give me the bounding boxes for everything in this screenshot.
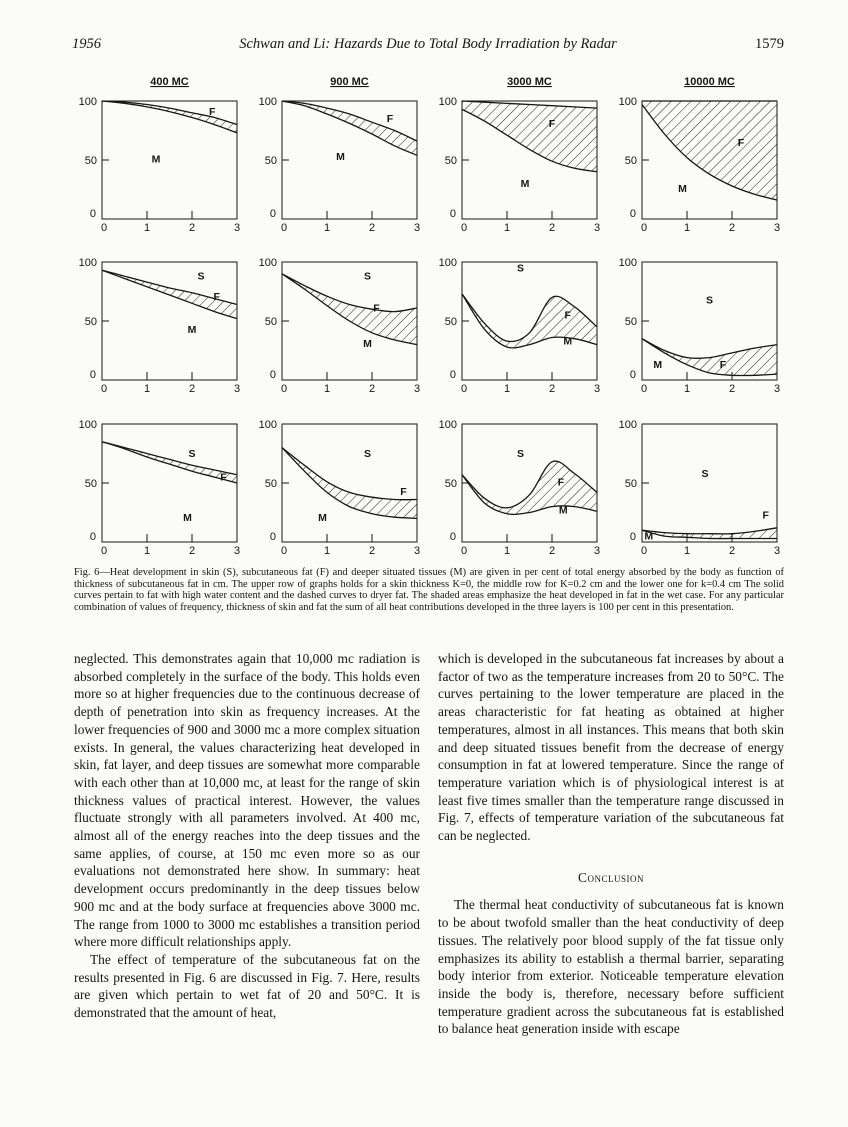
- y-tick-label: 100: [438, 257, 457, 269]
- x-tick-label: 3: [413, 222, 421, 234]
- fat-region: [642, 101, 777, 200]
- x-tick-label: 0: [460, 222, 468, 234]
- region-label: F: [548, 117, 556, 130]
- x-tick-label: 3: [773, 545, 781, 557]
- region-label: S: [363, 448, 372, 461]
- x-tick-label: 0: [460, 545, 468, 557]
- x-tick-label: 1: [503, 222, 511, 234]
- region-label: S: [363, 270, 372, 283]
- x-tick-label: 3: [593, 222, 601, 234]
- upper-curve: [282, 448, 417, 500]
- paragraph: which is developed in the subcutaneous fat increases by about a factor of two as the temperature increases from 20 to 50°C. The curves pertaining to the lower temperature are placed in the areas characteristic for fat heating as obtained at higher temperatures, almost in all instances. This means that both skin and deep situated tissues benefit from the decrease of energy consumption in fat at lowered temperature. Since the range of temperature variation which is of physiological interest is at least five times smaller than the temperature range discussed in Fig. 7, effects of temperature variation of the subcutaneous fat can be neglected.: [438, 651, 784, 844]
- x-tick-label: 2: [728, 383, 736, 395]
- y-tick-label: 50: [624, 155, 637, 167]
- y-tick-label: 0: [269, 531, 276, 543]
- y-tick-label: 100: [78, 96, 97, 108]
- region-label: S: [516, 262, 525, 275]
- y-tick-label: 0: [269, 369, 276, 381]
- region-label: S: [516, 448, 525, 461]
- region-label: F: [209, 106, 216, 119]
- x-tick-label: 2: [728, 545, 736, 557]
- paragraph: The thermal heat conductivity of subcutaneous fat is known to be about twofold smaller than the heat conductivity of deep tissues. The relatively poor blood supply of the fat tissue only emphasizes its ability to establish a thermal barrier, separating body interior from exterior. Noticeable temperature elevation inside the body is, therefore, necessary before sufficient temperature gradient across the subcutaneous fat is established to balance heat generation inside with escape: [438, 897, 784, 1037]
- y-tick-label: 100: [438, 96, 457, 108]
- lower-curve: [282, 101, 417, 155]
- plot-frame: [102, 262, 237, 380]
- y-tick-label: 100: [618, 96, 637, 108]
- x-tick-label: 1: [323, 383, 331, 395]
- y-tick-label: 50: [264, 478, 277, 490]
- x-tick-label: 2: [368, 383, 376, 395]
- x-tick-label: 2: [548, 545, 556, 557]
- x-tick-label: 1: [683, 545, 691, 557]
- x-tick-label: 1: [143, 383, 151, 395]
- figure-6: [0, 60, 848, 565]
- region-label: M: [151, 153, 161, 166]
- section-heading: Conclusion: [578, 869, 644, 885]
- chart-panel: [619, 257, 780, 395]
- region-label: F: [762, 509, 769, 522]
- region-label: F: [719, 359, 727, 372]
- paragraph: neglected. This demonstrates again that 10,000 mc radiation is absorbed completely in the surface of the body. This holds even more so at higher frequencies due to the continuous decrease of depth of penetration into skin as frequency increases. At the lower frequencies of 900 and 3000 mc a more complex situation exists. In general, the values characterizing heat developed in skin, fat layer, and deep tissues are somewhat more comparable with each other than at 10,000 mc, at least for the range of skin thickness values of practical interest. However, the values fluctuate strongly with all parameters involved. At 400 mc, almost all of the energy reaches into the deep tissues and the same applies, of course, at 150 mc even more so as our evaluations not demonstrated here show. In summary: heat development occurs predominantly in the deep tissues below 900 mc and at the body surface at frequencies above 3000 mc. The range from 1000 to 3000 mc establishes a transition period where more difficult relationships apply.: [74, 651, 420, 950]
- y-tick-label: 100: [258, 257, 277, 269]
- y-tick-label: 100: [78, 419, 97, 431]
- y-tick-label: 50: [444, 478, 457, 490]
- chart-panel: [259, 257, 420, 395]
- x-tick-label: 1: [683, 383, 691, 395]
- x-tick-label: 0: [640, 545, 648, 557]
- y-tick-label: 50: [444, 155, 457, 167]
- paragraph: The effect of temperature of the subcutaneous fat on the results presented in Fig. 6 are discussed in Fig. 7. Here, results are given which pertain to wet fat of 20 and 50°C. It is demonstrated that the amount of heat,: [74, 951, 420, 1021]
- y-tick-label: 0: [629, 369, 636, 381]
- region-label: F: [386, 113, 394, 126]
- header-year: 1956: [72, 36, 101, 52]
- x-tick-label: 3: [593, 383, 601, 395]
- x-tick-label: 0: [640, 383, 648, 395]
- y-tick-label: 100: [618, 419, 637, 431]
- plot-frame: [102, 424, 237, 542]
- y-tick-label: 100: [258, 96, 277, 108]
- chart-panel: [439, 419, 600, 557]
- chart-panel: [79, 96, 240, 234]
- region-label: M: [318, 511, 327, 524]
- region-label: F: [220, 471, 227, 484]
- running-header: [72, 36, 784, 56]
- x-tick-label: 0: [280, 545, 288, 557]
- x-tick-label: 2: [188, 222, 196, 234]
- y-tick-label: 50: [84, 155, 97, 167]
- x-tick-label: 1: [323, 222, 331, 234]
- chart-panel: [439, 257, 600, 395]
- y-tick-label: 0: [629, 208, 636, 220]
- plot-frame: [282, 424, 417, 542]
- x-tick-label: 3: [413, 383, 421, 395]
- left-column: [74, 650, 420, 1022]
- y-tick-label: 100: [618, 257, 637, 269]
- chart-panel: [259, 419, 420, 557]
- x-tick-label: 0: [100, 545, 108, 557]
- y-tick-label: 50: [84, 316, 97, 328]
- region-label: M: [363, 337, 372, 350]
- x-tick-label: 2: [188, 383, 196, 395]
- chart-panel: [79, 257, 240, 395]
- region-label: S: [701, 468, 709, 481]
- chart-panel: [79, 419, 240, 557]
- chart-panel: [439, 96, 600, 234]
- x-tick-label: 0: [460, 383, 468, 395]
- chart-panel: [259, 96, 420, 234]
- frequency-label: 3000 MC: [507, 76, 552, 88]
- right-column: [438, 650, 784, 1038]
- region-label: M: [183, 511, 192, 524]
- y-tick-label: 0: [449, 208, 456, 220]
- region-label: M: [653, 359, 663, 372]
- region-label: F: [373, 302, 380, 315]
- page-number: 1579: [755, 36, 784, 52]
- x-tick-label: 2: [188, 545, 196, 557]
- x-tick-label: 2: [728, 222, 736, 234]
- x-tick-label: 2: [548, 383, 556, 395]
- x-tick-label: 1: [683, 222, 691, 234]
- y-tick-label: 0: [269, 208, 276, 220]
- x-tick-label: 3: [773, 222, 781, 234]
- header-title: Schwan and Li: Hazards Due to Total Body Irradiation by Radar: [239, 36, 617, 52]
- region-label: M: [644, 530, 654, 543]
- y-tick-label: 50: [264, 316, 277, 328]
- x-tick-label: 3: [773, 383, 781, 395]
- x-tick-label: 3: [233, 383, 241, 395]
- x-tick-label: 1: [143, 222, 151, 234]
- x-tick-label: 2: [368, 545, 376, 557]
- y-tick-label: 100: [78, 257, 97, 269]
- region-label: M: [558, 504, 568, 517]
- x-tick-label: 3: [233, 222, 241, 234]
- region-label: M: [336, 151, 345, 163]
- region-label: F: [400, 485, 407, 498]
- y-tick-label: 50: [624, 316, 637, 328]
- x-tick-label: 0: [100, 383, 108, 395]
- x-tick-label: 1: [143, 545, 151, 557]
- region-label: M: [187, 323, 197, 336]
- y-tick-label: 0: [629, 531, 636, 543]
- region-label: M: [563, 335, 573, 348]
- region-label: M: [678, 182, 687, 195]
- x-tick-label: 0: [100, 222, 108, 234]
- region-label: F: [737, 136, 745, 149]
- y-tick-label: 0: [89, 208, 96, 220]
- y-tick-label: 50: [84, 478, 97, 490]
- region-label: F: [564, 309, 571, 322]
- region-label: S: [188, 448, 196, 461]
- y-tick-label: 50: [264, 155, 277, 167]
- y-tick-label: 0: [89, 531, 96, 543]
- region-label: S: [705, 294, 714, 307]
- x-tick-label: 2: [368, 222, 376, 234]
- x-tick-label: 1: [323, 545, 331, 557]
- x-tick-label: 3: [593, 545, 601, 557]
- x-tick-label: 0: [640, 222, 648, 234]
- y-tick-label: 50: [624, 478, 637, 490]
- region-label: F: [213, 290, 220, 303]
- x-tick-label: 1: [503, 383, 511, 395]
- chart-panel: [619, 96, 780, 234]
- y-tick-label: 100: [438, 419, 457, 431]
- frequency-label: 900 MC: [330, 76, 369, 88]
- fat-region: [102, 101, 237, 133]
- frequency-label: 400 MC: [150, 76, 189, 88]
- figure-caption: Fig. 6—Heat development in skin (S), subcutaneous fat (F) and deeper situated tissues (M) are given in per cent of total energy absorbed by the body as function of thickness of subcutaneous fat in cm. The upper row of graphs holds for a skin thickness K=0, the middle row for K=0.2 cm and the lower one for k=0.4 cm The solid curves pertain to fat with high water content and the dashed curves to dryer fat. The shaded areas emphasize the heat developed in fat in the wet case. For any particular combination of values of frequency, thickness of skin and fat the sum of all heat contributions developed in the three layers is 100 per cent in this presentation.: [74, 567, 784, 613]
- y-tick-label: 100: [258, 419, 277, 431]
- upper-curve: [102, 442, 237, 475]
- x-tick-label: 1: [503, 545, 511, 557]
- x-tick-label: 2: [548, 222, 556, 234]
- region-label: F: [557, 476, 565, 489]
- lower-curve: [102, 101, 237, 133]
- y-tick-label: 0: [89, 369, 96, 381]
- x-tick-label: 0: [280, 222, 288, 234]
- region-label: S: [197, 270, 205, 283]
- fat-region: [282, 448, 417, 519]
- region-label: M: [520, 178, 530, 191]
- y-tick-label: 50: [444, 316, 457, 328]
- y-tick-label: 0: [449, 531, 456, 543]
- plot-frame: [642, 424, 777, 542]
- y-tick-label: 0: [449, 369, 456, 381]
- x-tick-label: 0: [280, 383, 288, 395]
- chart-panel: [619, 419, 780, 557]
- x-tick-label: 3: [413, 545, 421, 557]
- frequency-label: 10000 MC: [684, 76, 735, 88]
- x-tick-label: 3: [233, 545, 241, 557]
- fat-region: [462, 101, 597, 172]
